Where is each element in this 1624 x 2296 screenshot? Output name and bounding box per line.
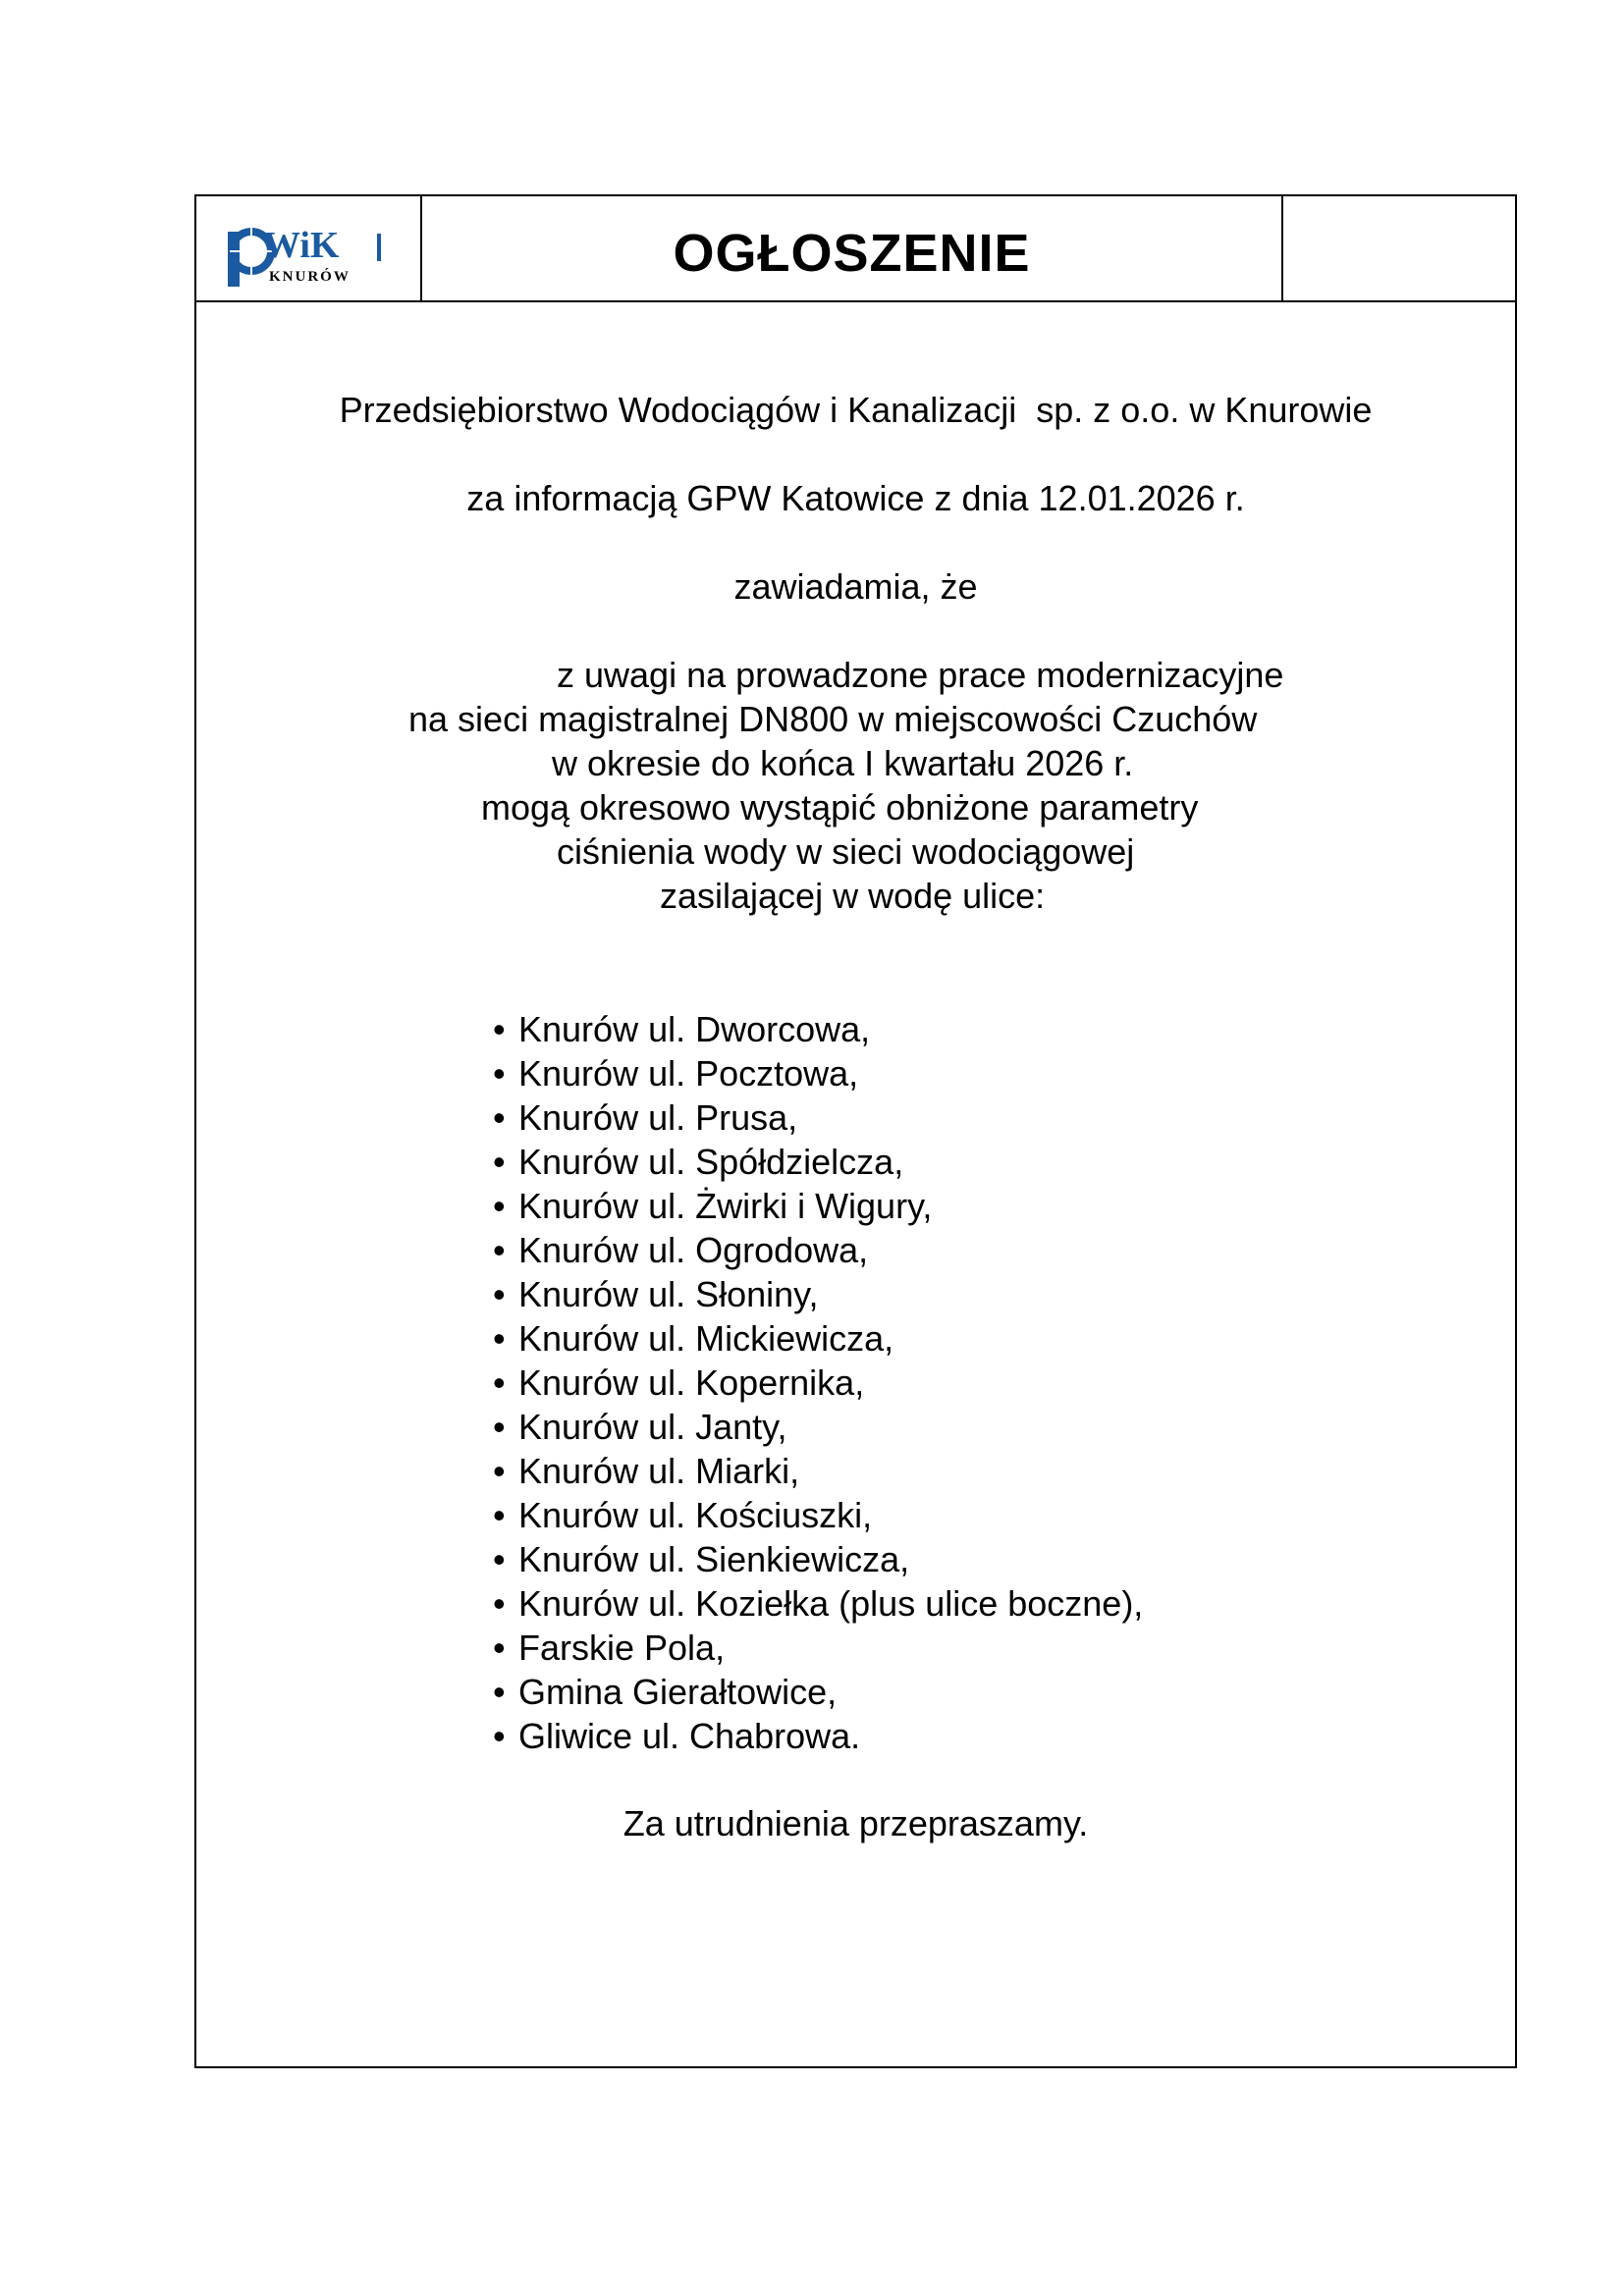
list-item: • Knurów ul. Janty,	[493, 1407, 787, 1447]
bullet-icon: •	[493, 1009, 506, 1049]
list-item: • Gmina Gierałtowice,	[493, 1672, 838, 1712]
bullet-icon: •	[493, 1583, 506, 1624]
bullet-icon: •	[493, 1097, 506, 1138]
announcement-frame	[194, 194, 1517, 2068]
list-item: • Knurów ul. Ogrodowa,	[493, 1230, 869, 1270]
paragraph-line: zasilającej w wodę ulice:	[660, 876, 1046, 916]
source-info: za informacją GPW Katowice z dnia 12.01.2026 r.	[466, 478, 1245, 518]
title-cell	[422, 196, 1283, 300]
notice-intro: zawiadamia, że	[733, 566, 978, 607]
bullet-icon: •	[493, 1451, 506, 1491]
list-item: • Knurów ul. Żwirki i Wigury,	[493, 1186, 933, 1226]
bullet-icon: •	[493, 1142, 506, 1182]
empty-header-cell	[1283, 196, 1515, 300]
bullet-icon: •	[493, 1274, 506, 1314]
list-item: • Gliwice ul. Chabrowa.	[493, 1716, 861, 1756]
company-name: Przedsiębiorstwo Wodociągów i Kanalizacji sp. z o.o. w Knurowie	[339, 390, 1373, 430]
list-item: • Knurów ul. Dworcowa,	[493, 1009, 871, 1049]
paragraph-line: mogą okresowo wystąpić obniżone parametry	[481, 787, 1199, 828]
list-item: • Knurów ul. Mickiewicza,	[493, 1318, 894, 1359]
bullet-icon: •	[493, 1539, 506, 1579]
list-item: • Farskie Pola,	[493, 1628, 726, 1668]
logo-wik-text: WiK	[263, 225, 340, 266]
list-item: • Knurów ul. Miarki,	[493, 1451, 800, 1491]
company-logo	[226, 226, 393, 294]
announcement-header	[196, 196, 1515, 302]
paragraph-line: w okresie do końca I kwartału 2026 r.	[552, 743, 1134, 783]
list-item: • Knurów ul. Kościuszki,	[493, 1495, 873, 1535]
list-item: • Knurów ul. Prusa,	[493, 1097, 798, 1138]
list-item: • Knurów ul. Spółdzielcza,	[493, 1142, 904, 1182]
paragraph-line: na sieci magistralnej DN800 w miejscowości Czuchów	[408, 699, 1258, 739]
paragraph-line: z uwagi na prowadzone prace modernizacyjne	[557, 655, 1284, 695]
logo-knurow-text: KNURÓW	[269, 269, 351, 285]
bullet-icon: •	[493, 1407, 506, 1447]
bullet-icon: •	[493, 1716, 506, 1756]
list-item: • Knurów ul. Słoniny,	[493, 1274, 819, 1314]
bullet-icon: •	[493, 1362, 506, 1403]
closing-apology: Za utrudnienia przepraszamy.	[623, 1803, 1089, 1843]
bullet-icon: •	[493, 1318, 506, 1359]
bullet-icon: •	[493, 1186, 506, 1226]
street-list	[493, 1007, 1143, 1758]
bullet-icon: •	[493, 1230, 506, 1270]
list-item: • Knurów ul. Pocztowa,	[493, 1053, 859, 1094]
logo-cell	[196, 196, 422, 300]
bullet-icon: •	[493, 1053, 506, 1094]
paragraph-line: ciśnienia wody w sieci wodociągowej	[557, 831, 1135, 872]
bullet-icon: •	[493, 1628, 506, 1668]
list-item: • Knurów ul. Sienkiewicza,	[493, 1539, 910, 1579]
bullet-icon: •	[493, 1495, 506, 1535]
page-title: OGŁOSZENIE	[673, 224, 1031, 283]
bullet-icon: •	[493, 1672, 506, 1712]
logo-accent-bar	[377, 234, 381, 261]
list-item: • Knurów ul. Koziełka (plus ulice boczne),	[493, 1583, 1144, 1624]
list-item: • Knurów ul. Kopernika,	[493, 1362, 865, 1403]
